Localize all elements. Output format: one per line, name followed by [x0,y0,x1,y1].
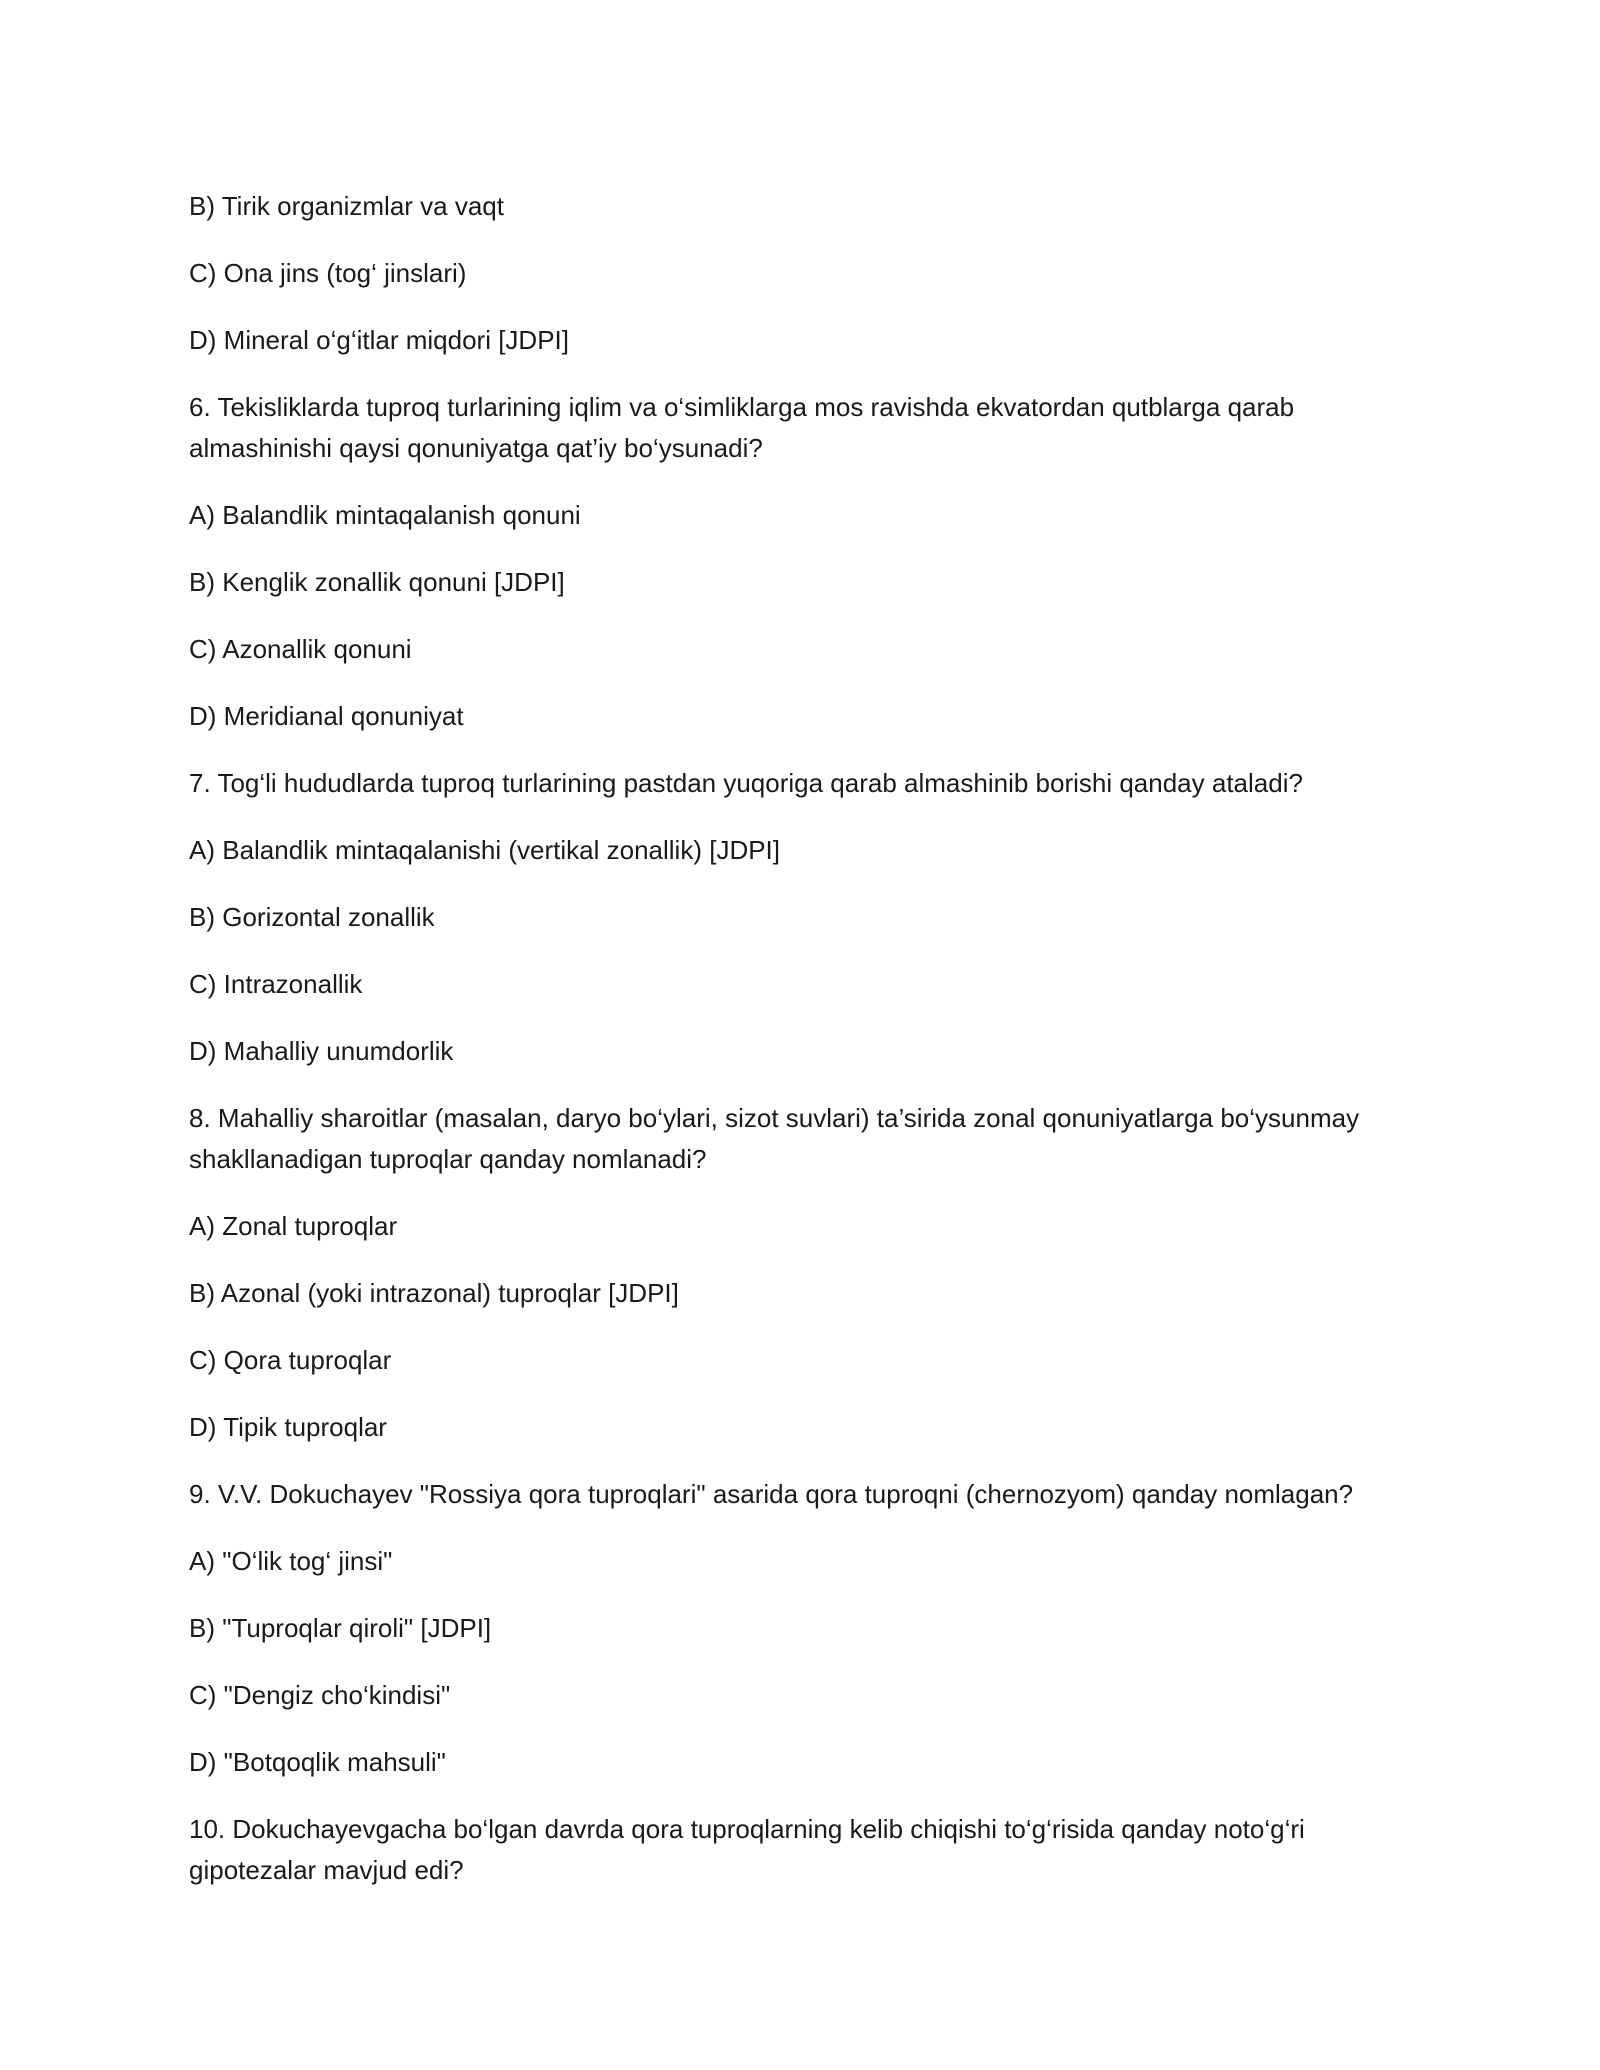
answer-option: C) "Dengiz cho‘kindisi" [189,1680,451,1710]
answer-option: A) Balandlik mintaqalanish qonuni [189,500,581,530]
question-text: 9. V.V. Dokuchayev "Rossiya qora tuproqlari" asarida qora tuproqni (chernozyom) qanday nomlagan? [189,1479,1354,1509]
question-text: 7. Tog‘li hududlarda tuproq turlarining pastdan yuqoriga qarab almashinib borishi qanday ataladi? [189,768,1303,798]
question-text: 8. Mahalliy sharoitlar (masalan, daryo bo‘ylari, sizot suvlari) ta’sirida zonal qonuniyatlarga bo‘ysunmay shakllanadigan tuproqlar qanday nomlanadi? [189,1103,1360,1174]
answer-option: C) Ona jins (tog‘ jinslari) [189,258,467,288]
answer-option: B) Kenglik zonallik qonuni [JDPI] [189,567,565,597]
answer-option: D) Mineral o‘g‘itlar miqdori [JDPI] [189,325,569,355]
question-text: 6. Tekisliklarda tuproq turlarining iqlim va o‘simliklarga mos ravishda ekvatordan qutblarga qarab almashinishi qaysi qonuniyatga qat’iy bo‘ysunadi? [189,392,1295,463]
document-body [189,186,1419,1917]
answer-option: D) Mahalliy unumdorlik [189,1036,454,1066]
answer-option: A) Balandlik mintaqalanishi (vertikal zonallik) [JDPI] [189,835,781,865]
answer-option: D) Meridianal qonuniyat [189,701,464,731]
answer-option: D) "Botqoqlik mahsuli" [189,1747,446,1777]
answer-option: C) Azonallik qonuni [189,634,412,664]
answer-option: A) Zonal tuproqlar [189,1211,398,1241]
answer-option: B) Azonal (yoki intrazonal) tuproqlar [JDPI] [189,1278,679,1308]
answer-option: C) Intrazonallik [189,969,363,999]
answer-option: B) "Tuproqlar qiroli" [JDPI] [189,1613,492,1643]
answer-option: B) Tirik organizmlar va vaqt [189,191,504,221]
question-text: 10. Dokuchayevgacha bo‘lgan davrda qora tuproqlarning kelib chiqishi to‘g‘risida qanday noto‘g‘ri gipotezalar mavjud edi? [189,1814,1305,1885]
answer-option: D) Tipik tuproqlar [189,1412,387,1442]
answer-option: B) Gorizontal zonallik [189,902,435,932]
answer-option: A) "O‘lik tog‘ jinsi" [189,1546,393,1576]
answer-option: C) Qora tuproqlar [189,1345,392,1375]
